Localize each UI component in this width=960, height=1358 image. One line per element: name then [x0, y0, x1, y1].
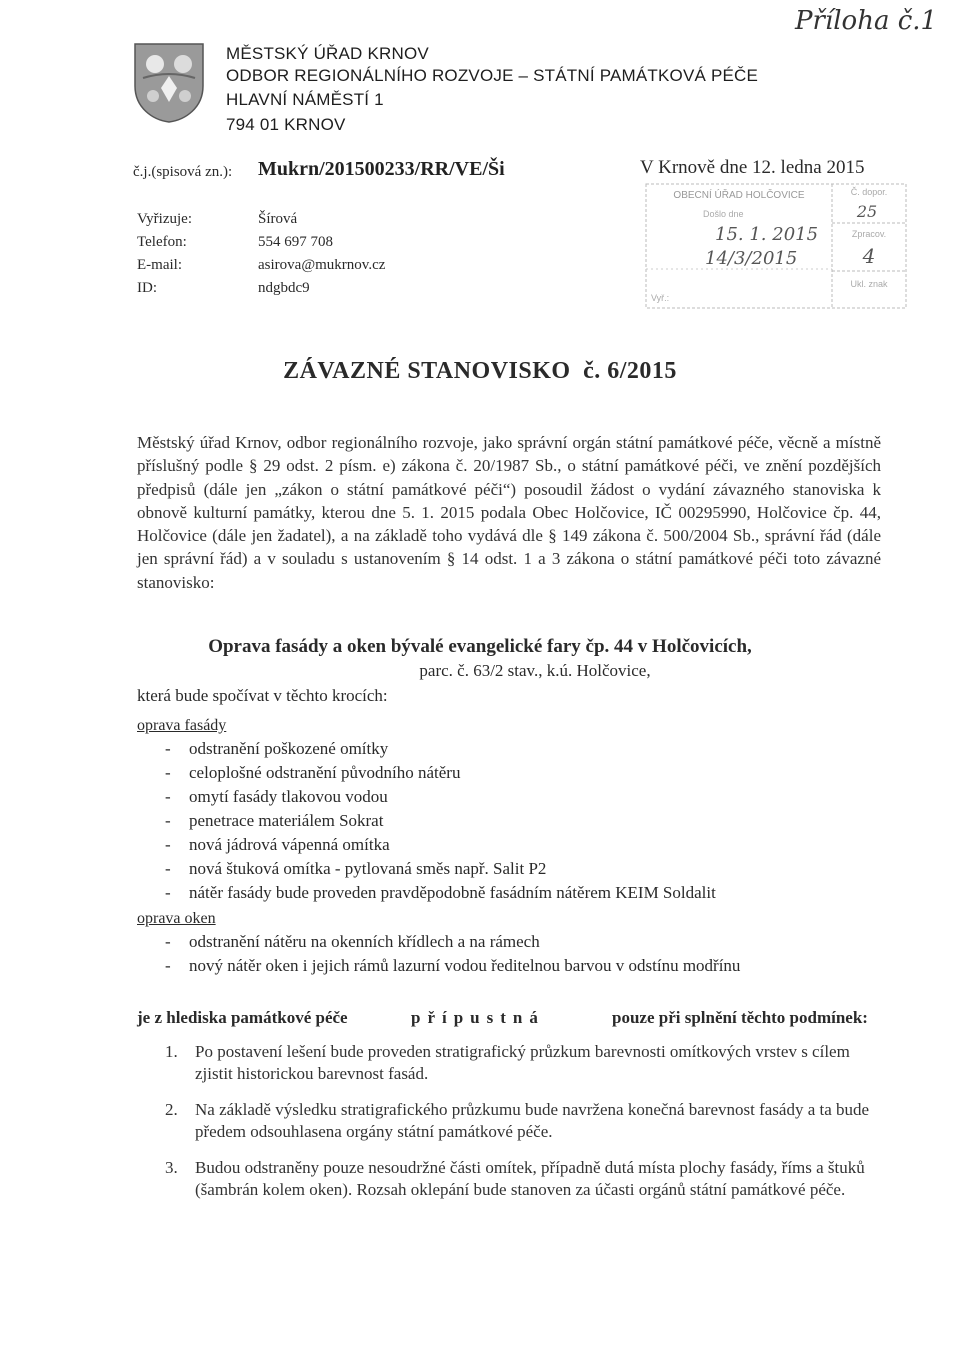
- stamp-ukl-label: Ukl. znak: [850, 279, 888, 289]
- list-item: - celoplošné odstranění původního nátěru: [165, 761, 716, 785]
- verdict-start: je z hlediska památkové péče: [137, 1008, 348, 1027]
- list-item: - nátěr fasády bude proveden pravděpodobně fasádním nátěrem KEIM Soldalit: [165, 881, 716, 905]
- verdict-end: pouze při splnění těchto podmínek:: [612, 1008, 868, 1027]
- list-item: - penetrace materiálem Sokrat: [165, 809, 716, 833]
- verdict-middle: přípustná: [411, 1008, 545, 1027]
- list-item: - odstranění poškozené omítky: [165, 737, 716, 761]
- document-date: V Krnově dne 12. ledna 2015: [640, 157, 865, 178]
- list-item: - nový nátěr oken i jejich rámů lazurní vodou ředitelnou barvou v odstínu modřínu: [165, 954, 740, 978]
- stamp-received-date: 15. 1. 2015: [715, 224, 819, 245]
- condition-number: 2.: [165, 1100, 178, 1119]
- office-name: MĚSTSKÝ ÚŘAD KRNOV: [226, 44, 429, 63]
- list-item: - omytí fasády tlakovou vodou: [165, 785, 716, 809]
- condition-number: 1.: [165, 1042, 178, 1061]
- condition-item: [165, 1041, 885, 1085]
- title-main: ZÁVAZNÉ STANOVISKO: [283, 358, 571, 384]
- intro-paragraph: Městský úřad Krnov, odbor regionálního rozvoje, jako správní orgán státní památkové péče, věcně a místně příslušný podle § 29 odst. 2 písm. e) zákona č. 20/1987 Sb., o státní památkové péči, ve znění pozdějších předpisů (dále jen „zákon o státní památkové péči“) posoudil žádost o vydání závazného stanoviska k obnově kulturní památky, kterou dne 5. 1. 2015 podala Obec Holčovice, IČ 00295990, Holčovice čp. 44, Holčovice (dále jen žadatel), a na základě toho vydává dle § 149 zákona č. 500/2004 Sb., správní řád (dále jen správní řád) a v souladu s ustanovením § 14 odst. 1 a 3 zákona o státní památkové péči toto závazné stanovisko:: [137, 433, 881, 592]
- subject-line2: parc. č. 63/2 stav., k.ú. Holčovice,: [419, 661, 651, 680]
- section-facade: [137, 717, 716, 905]
- reference-label: č.j.(spisová zn.):: [133, 164, 233, 180]
- stamp-zprac-label: Zpracov.: [851, 229, 887, 239]
- list-item: - nová štuková omítka - pytlovaná směs např. Salit P2: [165, 857, 716, 881]
- list-item: - odstranění nátěru na okenních křídlech a na rámech: [165, 930, 740, 954]
- stamp-office: OBECNÍ ÚŘAD HOLČOVICE: [673, 190, 805, 201]
- condition-item: [165, 1157, 885, 1201]
- reference-number: Mukrn/201500233/RR/VE/Ši: [258, 158, 505, 180]
- office-postcode: 794 01 KRNOV: [226, 115, 346, 134]
- title-number: č. 6/2015: [583, 358, 677, 384]
- condition-number: 3.: [165, 1158, 178, 1177]
- phone-label: Telefon:: [137, 234, 187, 250]
- city-coat-of-arms-icon: [133, 42, 205, 124]
- stamp-zprac-value: 4: [862, 244, 876, 268]
- section-windows: [137, 910, 740, 978]
- steps-intro: která bude spočívat v těchto krocích:: [137, 686, 388, 705]
- condition-text: Po postavení lešení bude proveden stratigrafický průzkum barevnosti omítkových vrstev s cílem zjistit historickou barevnost fasád.: [195, 1042, 850, 1083]
- condition-item: [165, 1099, 885, 1143]
- condition-text: Budou odstraněny pouze nesoudržné části omítek, případně dutá místa plochy fasády, říms a štuků (šambrán kolem oken). Rozsah oklepání bude stanoven za účasti orgánů státní památkové péče.: [195, 1158, 865, 1199]
- handler-value: Šírová: [258, 211, 298, 227]
- condition-text: Na základě výsledku stratigrafického průzkumu bude navržena konečná barevnost fasády a ta bude předem odsouhlasena orgány státní památkové péče.: [195, 1100, 870, 1141]
- registry-stamp: [645, 183, 907, 309]
- email-value: asirova@mukrnov.cz: [258, 257, 386, 273]
- department-name: ODBOR REGIONÁLNÍHO ROZVOJE – STÁTNÍ PAMÁTKOVÁ PÉČE: [226, 66, 759, 85]
- handler-label: Vyřizuje:: [137, 211, 192, 227]
- subject-block: [0, 635, 960, 683]
- list-item: - nová jádrová vápenná omítka: [165, 833, 716, 857]
- stamp-processed-date: 14/3/2015: [705, 248, 798, 269]
- section-title: oprava fasády: [137, 717, 227, 734]
- stamp-received-label: Došlo dne: [703, 209, 744, 219]
- id-value: ndgbdc9: [258, 280, 310, 296]
- annex-handwritten-note: Příloha č.1: [795, 6, 938, 36]
- stamp-cislo-label: Č. dopor.: [850, 187, 888, 197]
- section-title: oprava oken: [137, 910, 216, 927]
- stamp-vyr-label: Vyř.:: [651, 293, 670, 303]
- id-label: ID:: [137, 280, 157, 296]
- subject-line1: Oprava fasády a oken bývalé evangelické fary čp. 44 v Holčovicích,: [208, 636, 752, 657]
- document-title: [0, 358, 960, 385]
- verdict-line: [137, 1008, 897, 1028]
- office-street: HLAVNÍ NÁMĚSTÍ 1: [226, 90, 384, 109]
- phone-value: 554 697 708: [258, 234, 333, 250]
- email-label: E-mail:: [137, 257, 182, 273]
- conditions-list: [165, 1041, 885, 1215]
- facade-steps-list: [137, 737, 716, 905]
- window-steps-list: [137, 930, 740, 978]
- stamp-cislo-value: 25: [856, 202, 878, 221]
